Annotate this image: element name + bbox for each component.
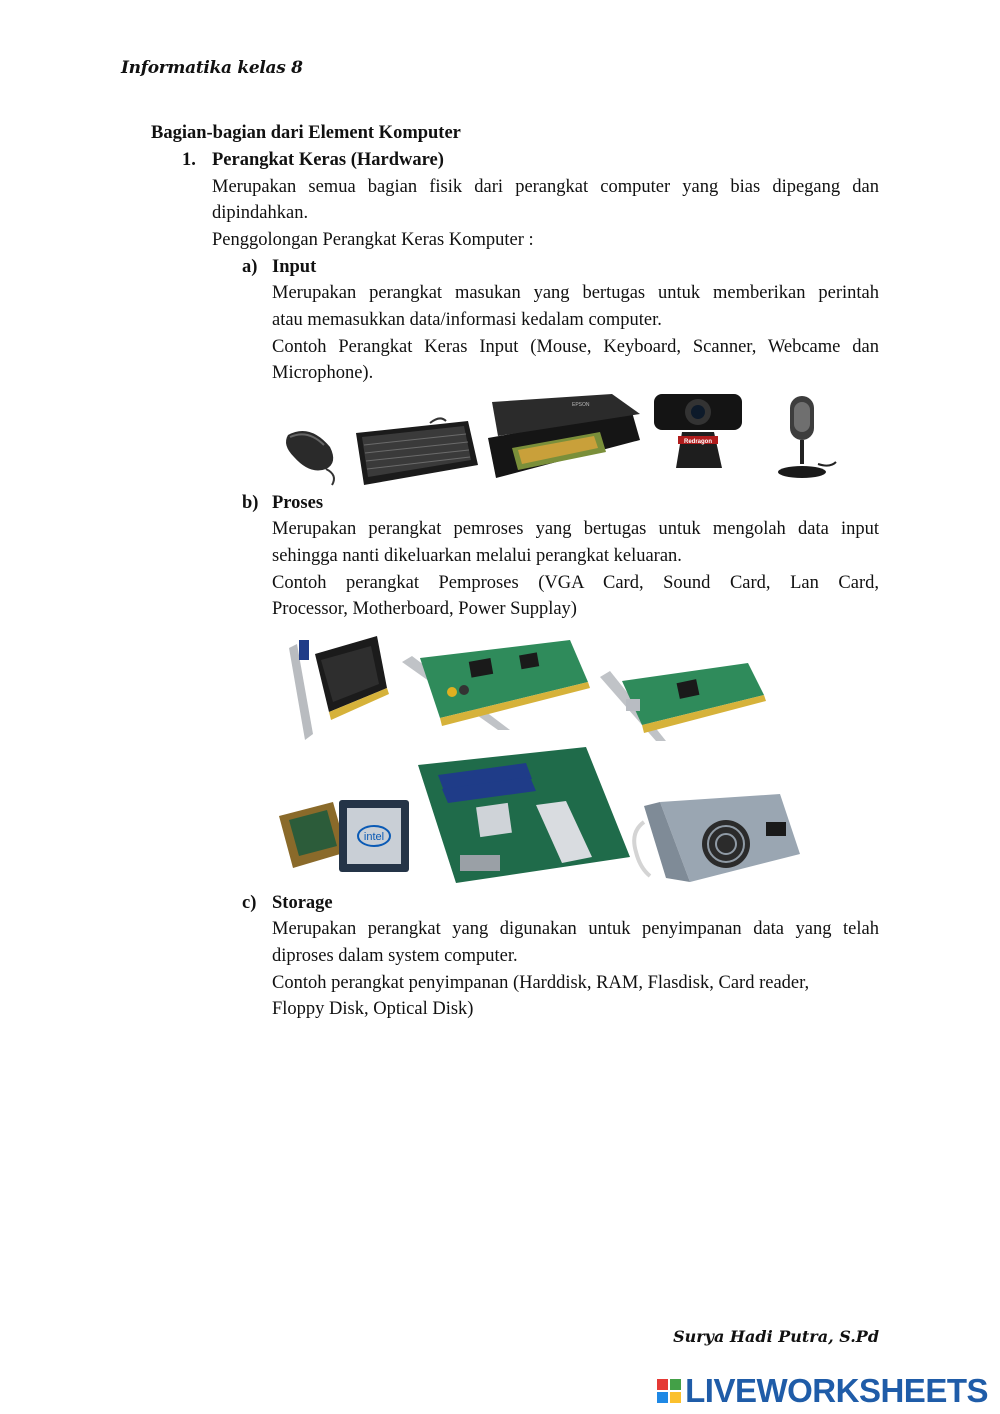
section-title: Bagian-bagian dari Element Komputer <box>151 123 461 143</box>
microphone-image <box>770 392 840 482</box>
process-desc-line1: Merupakan perangkat pemroses yang bertugas untuk mengolah data input <box>272 519 879 539</box>
cpu-brand-label: intel <box>363 831 385 843</box>
scanner-image <box>482 392 644 487</box>
page-header-subject: Informatika kelas 8 <box>121 58 303 78</box>
scanner-brand-label: EPSON <box>572 402 590 408</box>
input-example-line2: Microphone). <box>272 363 374 383</box>
liveworksheets-logo <box>657 1372 988 1410</box>
liveworksheets-brand: LIVEWORKSHEETS <box>685 1372 988 1409</box>
storage-desc-line2: diproses dalam system computer. <box>272 946 518 966</box>
lan-card-image <box>598 655 770 743</box>
process-example-line2: Processor, Motherboard, Power Supplay) <box>272 599 577 619</box>
processor-image <box>275 798 413 873</box>
vga-card-image <box>285 630 390 742</box>
input-desc-line1: Merupakan perangkat masukan yang bertugas untuk memberikan perintah <box>272 283 879 303</box>
storage-desc-line1: Merupakan perangkat yang digunakan untuk penyimpanan data yang telah <box>272 919 879 939</box>
process-title: Proses <box>272 493 324 513</box>
item1-classification: Penggolongan Perangkat Keras Komputer : <box>212 230 534 250</box>
input-title: Input <box>272 257 317 277</box>
input-example-line1: Contoh Perangkat Keras Input (Mouse, Keyboard, Scanner, Webcame dan <box>272 337 879 357</box>
keyboard-image <box>350 415 480 487</box>
process-example-line1: Contoh perangkat Pemproses (VGA Card, Sound Card, Lan Card, <box>272 573 879 593</box>
storage-example-line1: Contoh perangkat penyimpanan (Harddisk, RAM, Flasdisk, Card reader, <box>272 973 810 993</box>
input-desc-line2: atau memasukkan data/informasi kedalam computer. <box>272 310 662 330</box>
process-marker: b) <box>242 493 259 513</box>
item1-number: 1. <box>182 150 196 170</box>
item1-title: Perangkat Keras (Hardware) <box>212 150 444 170</box>
author-signature: Surya Hadi Putra, S.Pd <box>673 1327 879 1346</box>
liveworksheets-logo-icon <box>657 1379 681 1403</box>
mouse-image <box>280 425 342 480</box>
process-desc-line2: sehingga nanti dikeluarkan melalui perangkat keluaran. <box>272 546 682 566</box>
webcam-image <box>652 392 744 480</box>
storage-marker: c) <box>242 893 257 913</box>
webcam-brand-label: Redragon <box>683 439 713 445</box>
sound-card-image <box>400 638 590 730</box>
item1-desc-line1: Merupakan semua bagian fisik dari perangkat computer yang bias dipegang dan <box>212 177 879 197</box>
motherboard-image <box>416 745 632 885</box>
power-supply-image <box>630 792 802 885</box>
input-marker: a) <box>242 257 258 277</box>
item1-desc-line2: dipindahkan. <box>212 203 309 223</box>
storage-example-line2: Floppy Disk, Optical Disk) <box>272 999 474 1019</box>
storage-title: Storage <box>272 893 333 913</box>
